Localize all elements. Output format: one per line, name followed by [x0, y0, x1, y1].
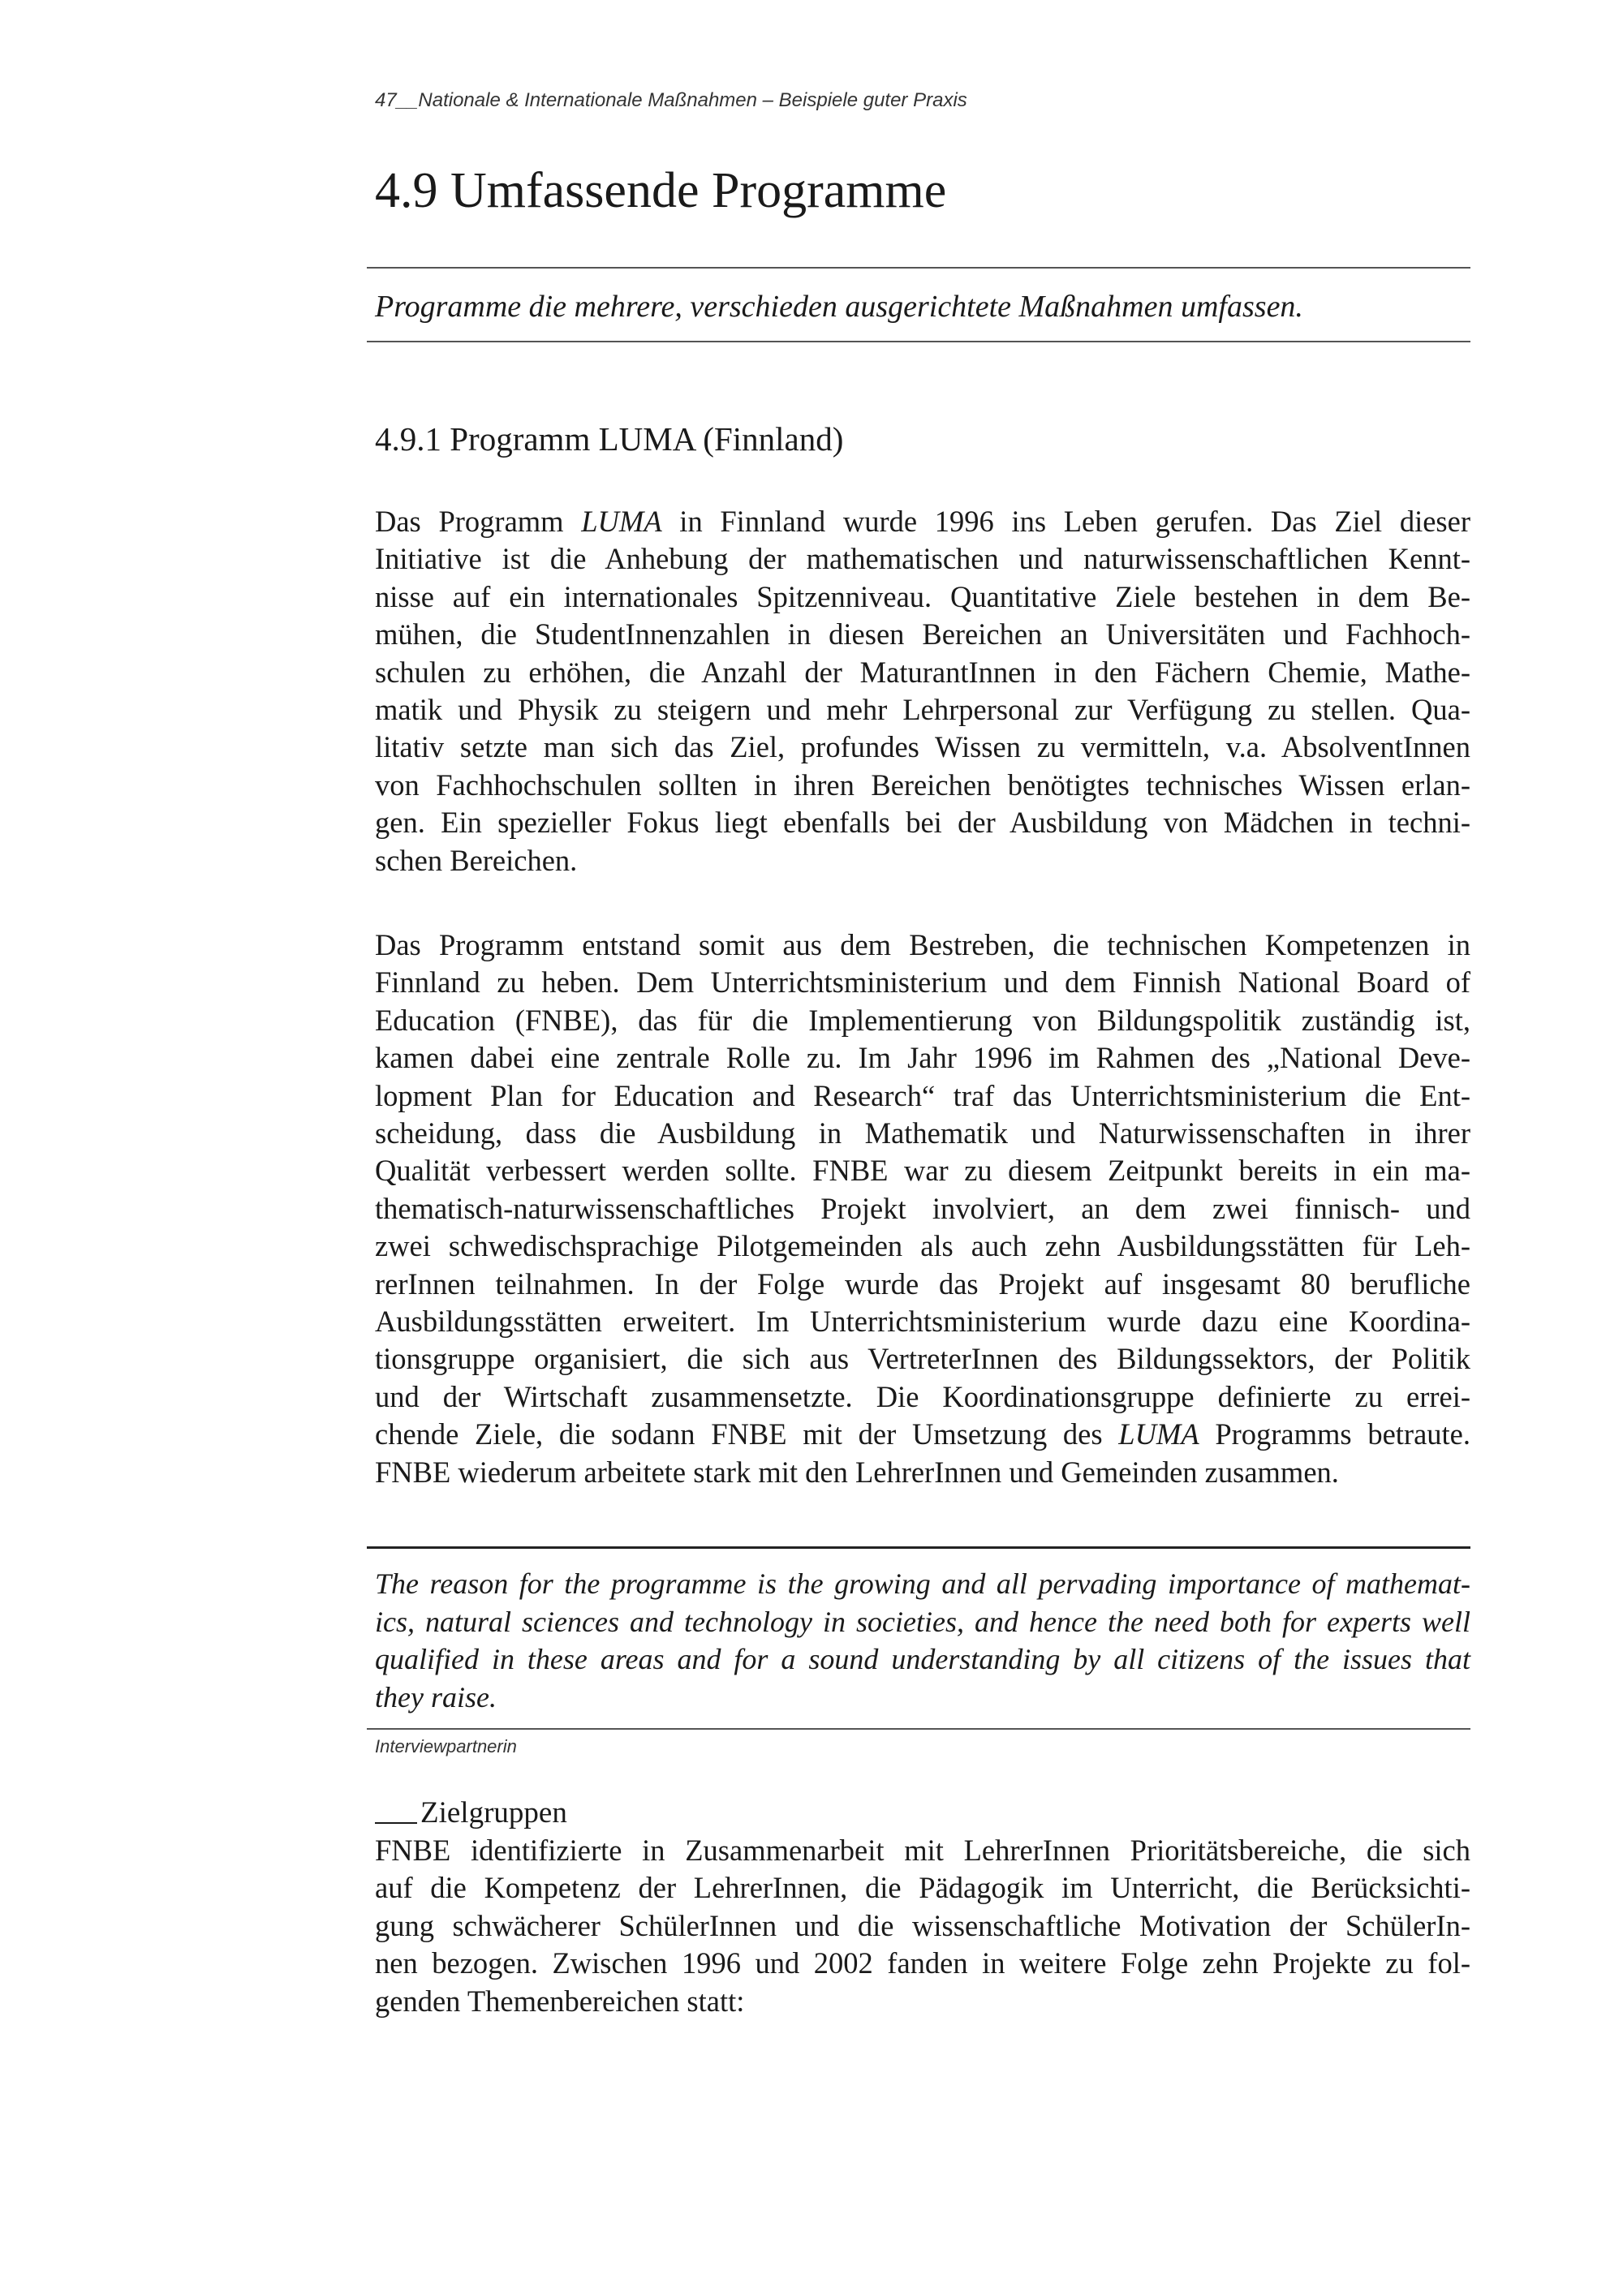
text-line: Das Programm LUMA in Finnland wurde 1996 ins Leben gerufen. Das Ziel dieser [375, 505, 1470, 538]
text-line: Qualität verbessert werden sollte. FNBE war zu diesem Zeitpunkt bereits in ein ma- [375, 1154, 1470, 1188]
chapter-subtitle: Programme die mehrere, verschieden ausgerichtete Maßnahmen umfassen. [375, 290, 1303, 324]
text-line: litativ setzte man sich das Ziel, profundes Wissen zu vermitteln, v.a. AbsolventInnen [375, 730, 1470, 764]
subsection-title: Zielgruppen [420, 1796, 567, 1829]
quote-line: ics, natural sciences and technology in societies, and hence the need both for experts well [375, 1605, 1470, 1638]
text-line: und der Wirtschaft zusammensetzte. Die Koordinationsgruppe definierte zu errei- [375, 1379, 1470, 1413]
text-line: rerInnen teilnahmen. In der Folge wurde das Projekt auf insgesamt 80 berufliche [375, 1266, 1470, 1301]
text-line: scheidung, dass die Ausbildung in Mathematik und Naturwissenschaften in ihrer [375, 1116, 1470, 1150]
text-line: kamen dabei eine zentrale Rolle zu. Im Jahr 1996 im Rahmen des „National Deve- [375, 1041, 1470, 1075]
quote-block [375, 1565, 1470, 1716]
text-line: matik und Physik zu steigern und mehr Lehrpersonal zur Verfügung zu stellen. Qua- [375, 693, 1470, 727]
paragraph-zielgruppen [375, 1832, 1470, 2020]
text-line: FNBE wiederum arbeitete stark mit den LehrerInnen und Gemeinden zusammen. [375, 1455, 1339, 1489]
text-line: lopment Plan for Education and Research“ traf das Unterrichtsministerium die Ent- [375, 1078, 1470, 1112]
text-line: nen bezogen. Zwischen 1996 und 2002 fanden in weitere Folge zehn Projekte zu fol- [375, 1946, 1470, 1980]
text-line: thematisch-naturwissenschaftliches Projekt involviert, an dem zwei finnisch- und [375, 1191, 1470, 1225]
text-line: gung schwächerer SchülerInnen und die wissenschaftliche Motivation der SchülerIn- [375, 1908, 1470, 1942]
text-line: Finnland zu heben. Dem Unterrichtsministerium und dem Finnish National Board of [375, 965, 1470, 1000]
text-line: tionsgruppe organisiert, die sich aus VertreterInnen des Bildungssektors, der Politik [375, 1342, 1470, 1376]
text-line: Das Programm entstand somit aus dem Bestreben, die technischen Kompetenzen in [375, 928, 1470, 961]
chapter-title: 4.9 Umfassende Programme [375, 163, 947, 218]
text-line: mühen, die StudentInnenzahlen in diesen Bereichen an Universitäten und Fachhoch- [375, 617, 1470, 651]
running-header: 47__Nationale & Internationale Maßnahmen – Beispiele guter Praxis [375, 89, 967, 111]
emphasis-luma: LUMA [1118, 1417, 1199, 1451]
text-line: gen. Ein spezieller Fokus liegt ebenfalls bei der Ausbildung von Mädchen in techni- [375, 806, 1470, 840]
text-line: chende Ziele, die sodann FNBE mit der Umsetzung des LUMA Programms betraute. [375, 1417, 1470, 1451]
text-line: Ausbildungsstätten erweitert. Im Unterrichtsministerium wurde dazu eine Koordina- [375, 1305, 1470, 1339]
heading-dash [375, 1822, 417, 1824]
text-line: Initiative ist die Anhebung der mathematischen und naturwissenschaftlichen Kennt- [375, 542, 1470, 576]
text-line: schulen zu erhöhen, die Anzahl der MaturantInnen in den Fächern Chemie, Mathe- [375, 655, 1470, 689]
quote-top-rule [367, 1546, 1470, 1549]
text-line: auf die Kompetenz der LehrerInnen, die Pädagogik im Unterricht, die Berücksichti- [375, 1871, 1470, 1905]
text-line: zwei schwedischsprachige Pilotgemeinden als auch zehn Ausbildungsstätten für Leh- [375, 1229, 1470, 1263]
text-line: von Fachhochschulen sollten in ihren Bereichen benötigtes technisches Wissen erlan- [375, 767, 1470, 802]
quote-source: Interviewpartnerin [375, 1736, 517, 1756]
section-title: 4.9.1 Programm LUMA (Finnland) [375, 420, 844, 458]
paragraph-luma-origin [375, 927, 1470, 1491]
text-line: schen Bereichen. [375, 843, 578, 877]
text-line: FNBE identifizierte in Zusammenarbeit mit LehrerInnen Prioritätsbereiche, die sich [375, 1834, 1470, 1867]
emphasis-luma: LUMA [581, 505, 662, 538]
divider [367, 267, 1470, 269]
quote-line: The reason for the programme is the growing and all pervading importance of mathemat- [375, 1567, 1470, 1600]
subsection-heading [375, 1795, 567, 1830]
divider [367, 341, 1470, 342]
text-line: nisse auf ein internationales Spitzenniveau. Quantitative Ziele bestehen in dem Be- [375, 579, 1470, 613]
text-line: genden Themenbereichen statt: [375, 1984, 745, 2018]
quote-line: qualified in these areas and for a sound understanding by all citizens of the issues that [375, 1643, 1470, 1675]
text-line: Education (FNBE), das für die Implementierung von Bildungspolitik zuständig ist, [375, 1003, 1470, 1037]
quote-line: they raise. [375, 1680, 497, 1713]
paragraph-luma-intro [375, 503, 1470, 879]
quote-bottom-rule [367, 1728, 1470, 1730]
